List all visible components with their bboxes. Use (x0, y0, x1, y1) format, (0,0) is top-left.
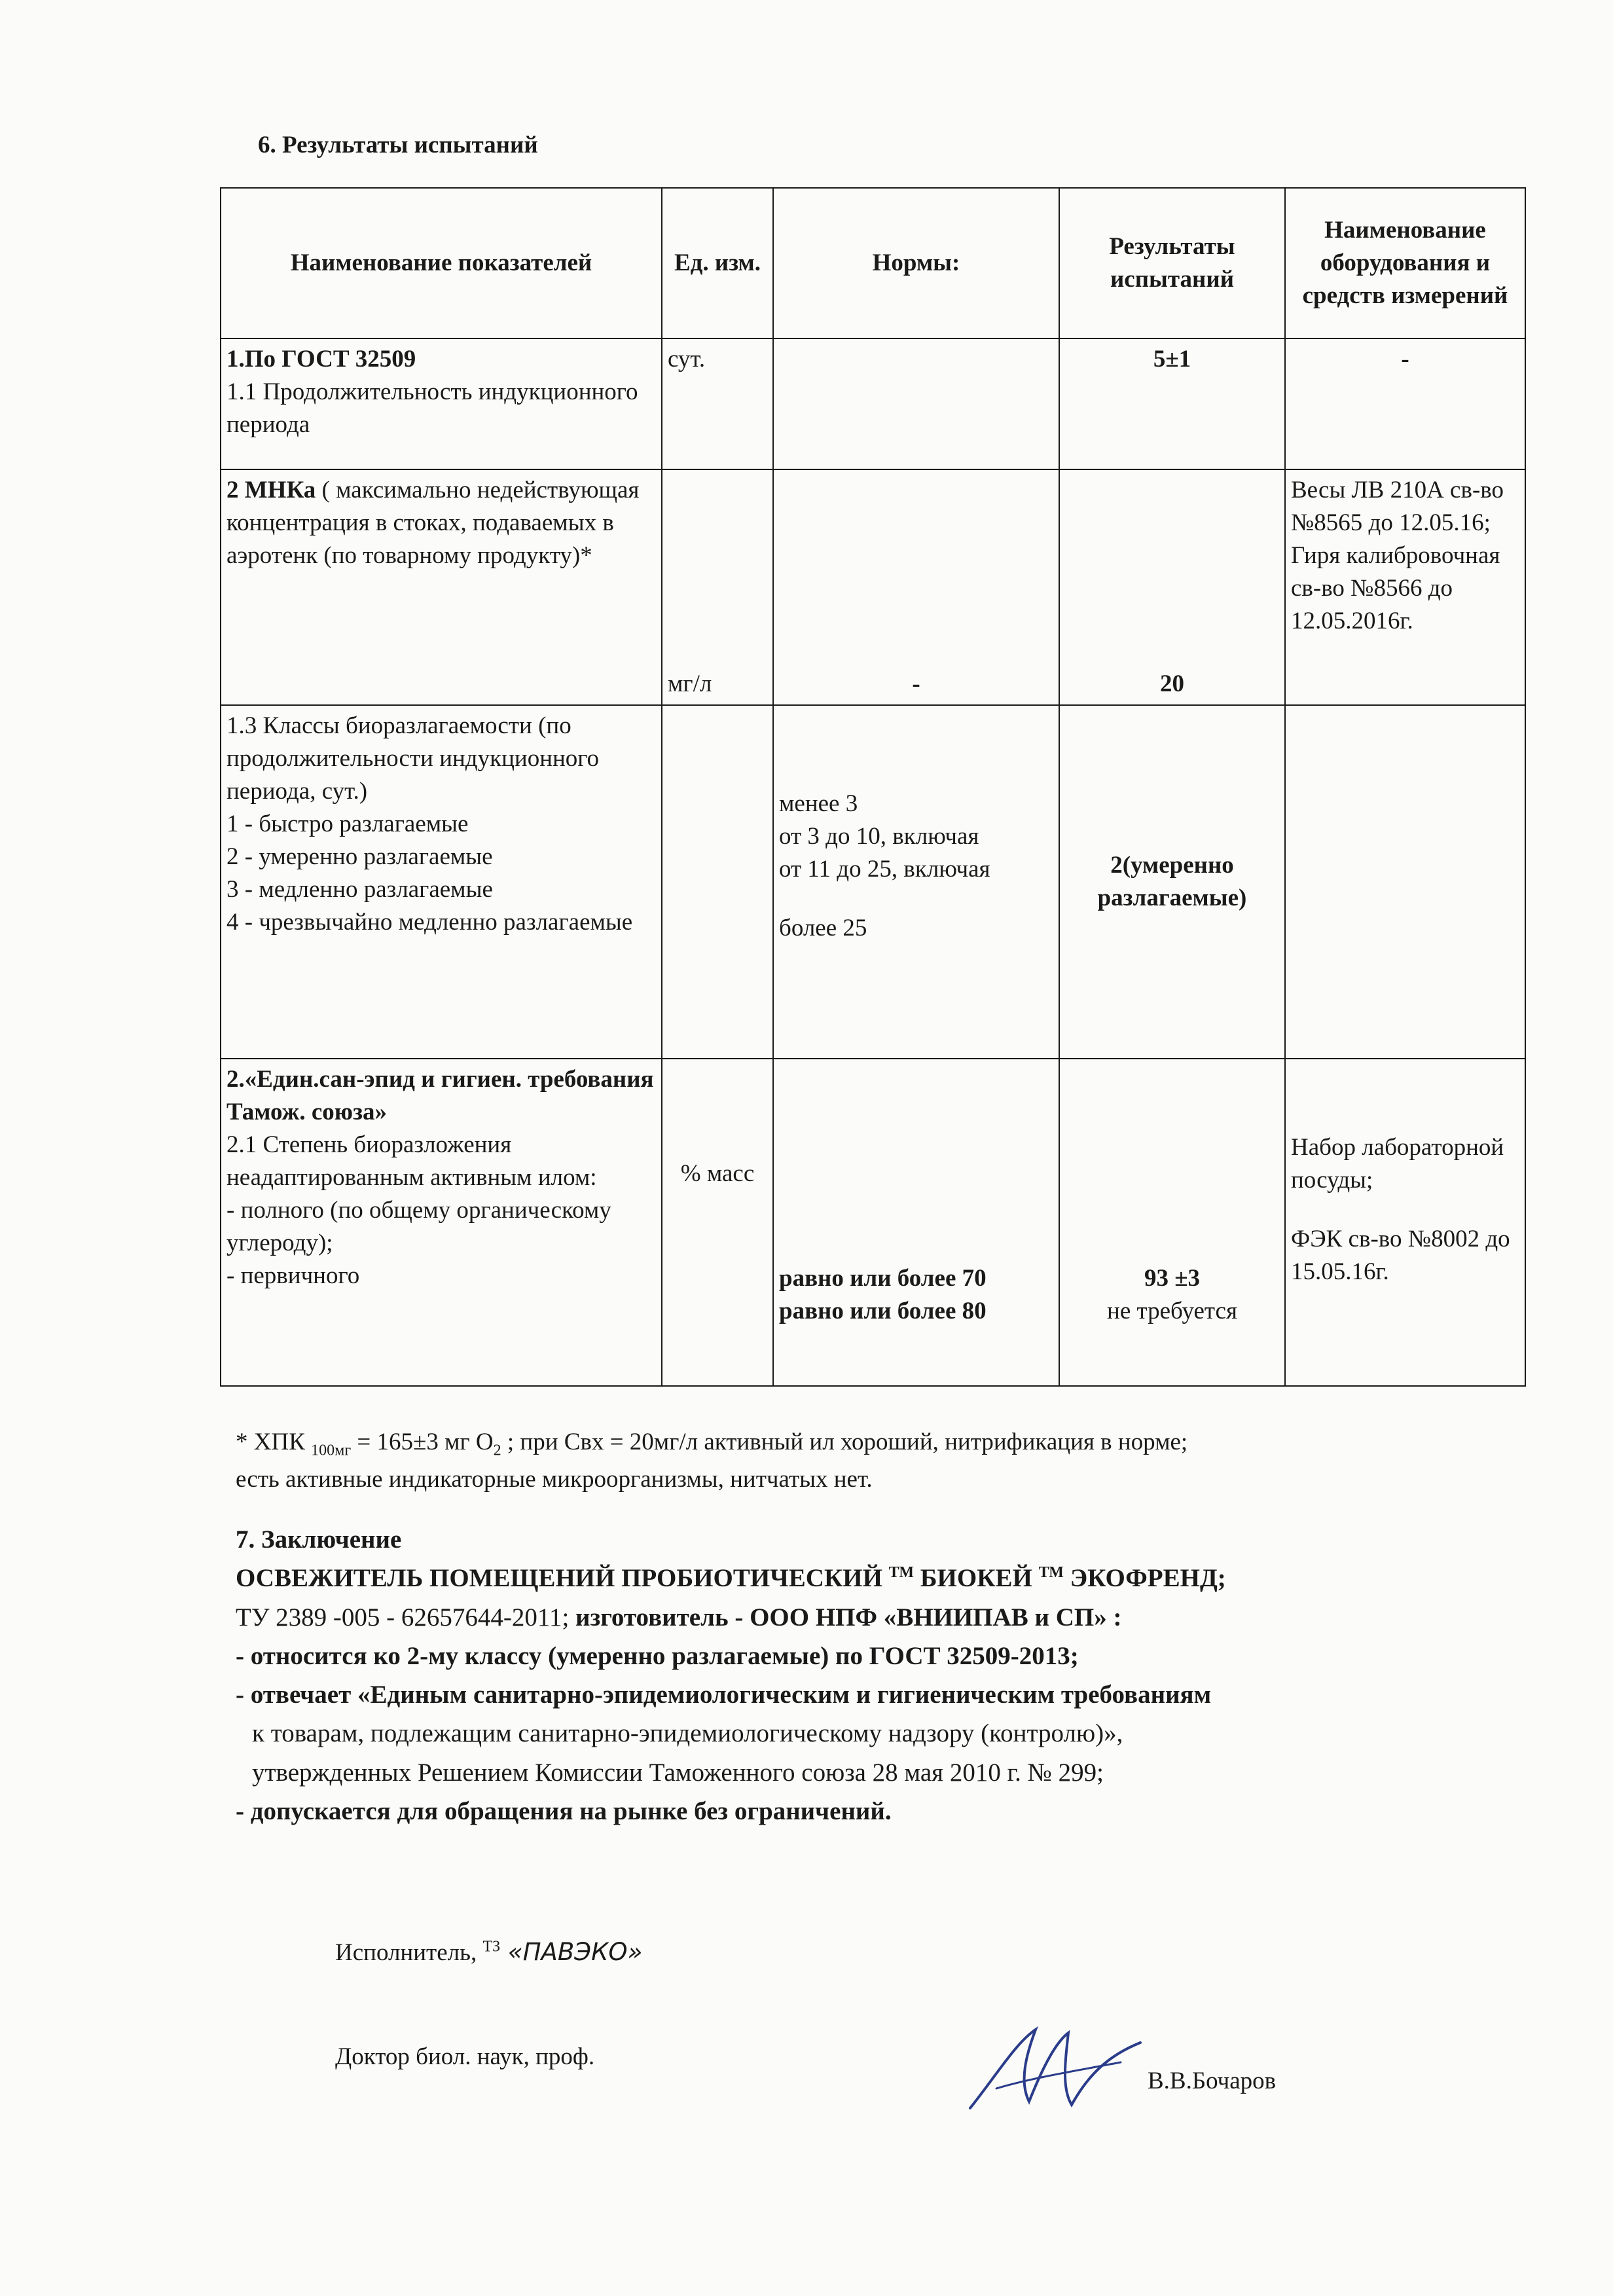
conclusion-point-3: - допускается для обращения на рынке без ограничений. (236, 1796, 892, 1825)
row3-norm-2: от 3 до 10, включая (779, 822, 979, 850)
row4-unit: % масс (662, 1059, 773, 1386)
table-row (221, 469, 1525, 705)
row4-results (1059, 1059, 1285, 1386)
product-spec: ТУ 2389 -005 - 62657644-2011; изготовитель - ООО НПФ «ВНИИПАВ и СП» : (236, 1603, 1122, 1631)
row1-norm (773, 338, 1059, 469)
row3-norm-1: менее 3 (779, 790, 858, 817)
header-norms: Нормы: (773, 188, 1059, 338)
table-header-row (221, 188, 1525, 338)
row2-indicator (221, 469, 662, 705)
row1-label: 1.1 Продолжительность индукционного периода (227, 378, 638, 438)
row1-title: 1.По ГОСТ 32509 (227, 346, 416, 373)
row3-class-4: 4 - чрезвычайно медленно разлагаемые (227, 908, 633, 936)
row3-norms (773, 705, 1059, 1059)
row2-unit: мг/л (662, 469, 773, 705)
signer-degree: Доктор биол. наук, проф. (335, 2043, 595, 2070)
table-footnote: * ХПК $_{100мг}$ = 165±3 мг $О_2$ ; при Свх = 20мг/л активный ил хороший, нитрификация в норме; есть активные индикаторные микроорганизмы, нитчатых нет. (236, 1429, 1188, 1493)
section-title-conclusion: 7. Заключение (236, 1525, 402, 1554)
row4-title: 2.«Един.сан-эпид и гигиен. требования Тамож. союза» (227, 1066, 654, 1125)
executor-brand: «ПАВЭКО» (500, 1938, 643, 1966)
row2-equipment: Весы ЛВ 210А св-во №8565 до 12.05.16; Гиря калибровочная св-во №8566 до 12.05.2016г. (1285, 469, 1525, 705)
row4-norm-1: равно или более 70 (779, 1265, 987, 1292)
row3-class-2: 2 - умеренно разлагаемые (227, 843, 493, 870)
row3-indicator (221, 705, 662, 1059)
conclusion-point-2-line2: к товарам, подлежащим санитарно-эпидемиологическому надзору (контролю)», (252, 1719, 1123, 1748)
row1-result: 5±1 (1059, 338, 1285, 469)
row4-norms (773, 1059, 1059, 1386)
executor-line: Исполнитель, $^{ТЗ}$ «ПАВЭКО» (335, 1938, 643, 1966)
header-unit: Ед. изм. (662, 188, 773, 338)
row4-norm-2: равно или более 80 (779, 1297, 987, 1324)
header-equipment: Наименование оборудования и средств измерений (1285, 188, 1525, 338)
table-row (221, 338, 1525, 469)
row1-unit: сут. (662, 338, 773, 469)
row4-result-1: 93 ±3 (1144, 1265, 1201, 1292)
conclusion-point-2: - отвечает «Единым санитарно-эпидемиологическим и гигиеническим требованиям (236, 1681, 1212, 1709)
row4-equipment (1285, 1059, 1525, 1386)
conclusion-section (236, 1520, 1538, 1831)
row3-unit (662, 705, 773, 1059)
row3-class-3: 3 - медленно разлагаемые (227, 875, 493, 903)
row1-indicator (221, 338, 662, 469)
row3-label: 1.3 Классы биоразлагаемости (по продолжительности индукционного периода, сут.) (227, 712, 600, 805)
row3-class-1: 1 - быстро разлагаемые (227, 810, 469, 837)
signer-name: В.В.Бочаров (1148, 2068, 1277, 2094)
row4-label: 2.1 Степень биоразложения неадаптированным активным илом: (227, 1131, 597, 1191)
row3-equipment (1285, 705, 1525, 1059)
row4-sub2: - первичного (227, 1262, 360, 1289)
row4-equipment-2: ФЭК св-во №8002 до 15.05.16г. (1291, 1225, 1510, 1285)
signature-block (335, 1938, 1579, 2134)
row4-sub1: - полного (по общему органическому углероду); (227, 1196, 611, 1256)
product-name: ОСВЕЖИТЕЛЬ ПОМЕЩЕНИЙ ПРОБИОТИЧЕСКИЙ $^{ТМ}$ БИОКЕЙ $^{ТМ}$ ЭКОФРЕНД; (236, 1564, 1226, 1593)
row2-norm: - (773, 469, 1059, 705)
row3-norm-4: более 25 (779, 914, 867, 941)
handwritten-signature (957, 2016, 1153, 2115)
row1-equipment: - (1285, 338, 1525, 469)
row2-label: ( максимально недействующая концентрация в стоках, подаваемых в аэротенк (по товарному продукту)* (227, 477, 640, 569)
section-title-results: 6. Результаты испытаний (258, 132, 538, 158)
conclusion-point-1: - относится ко 2-му классу (умеренно разлагаемые) по ГОСТ 32509-2013; (236, 1641, 1079, 1670)
table-row (221, 1059, 1525, 1386)
row3-result: 2(умеренно разлагаемые) (1059, 705, 1285, 1059)
row2-result: 20 (1059, 469, 1285, 705)
conclusion-point-2-line3: утвержденных Решением Комиссии Таможенного союза 28 мая 2010 г. № 299; (252, 1758, 1104, 1787)
row2-title: 2 МНКа (227, 477, 316, 503)
row4-result-2: не требуется (1107, 1297, 1237, 1324)
results-table (220, 187, 1526, 1387)
row3-norm-3: от 11 до 25, включая (779, 855, 990, 883)
row4-equipment-1: Набор лабораторной посуды; (1291, 1134, 1504, 1194)
row4-indicator (221, 1059, 662, 1386)
header-results: Результаты испытаний (1059, 188, 1285, 338)
header-indicator: Наименование показателей (221, 188, 662, 338)
table-row (221, 705, 1525, 1059)
